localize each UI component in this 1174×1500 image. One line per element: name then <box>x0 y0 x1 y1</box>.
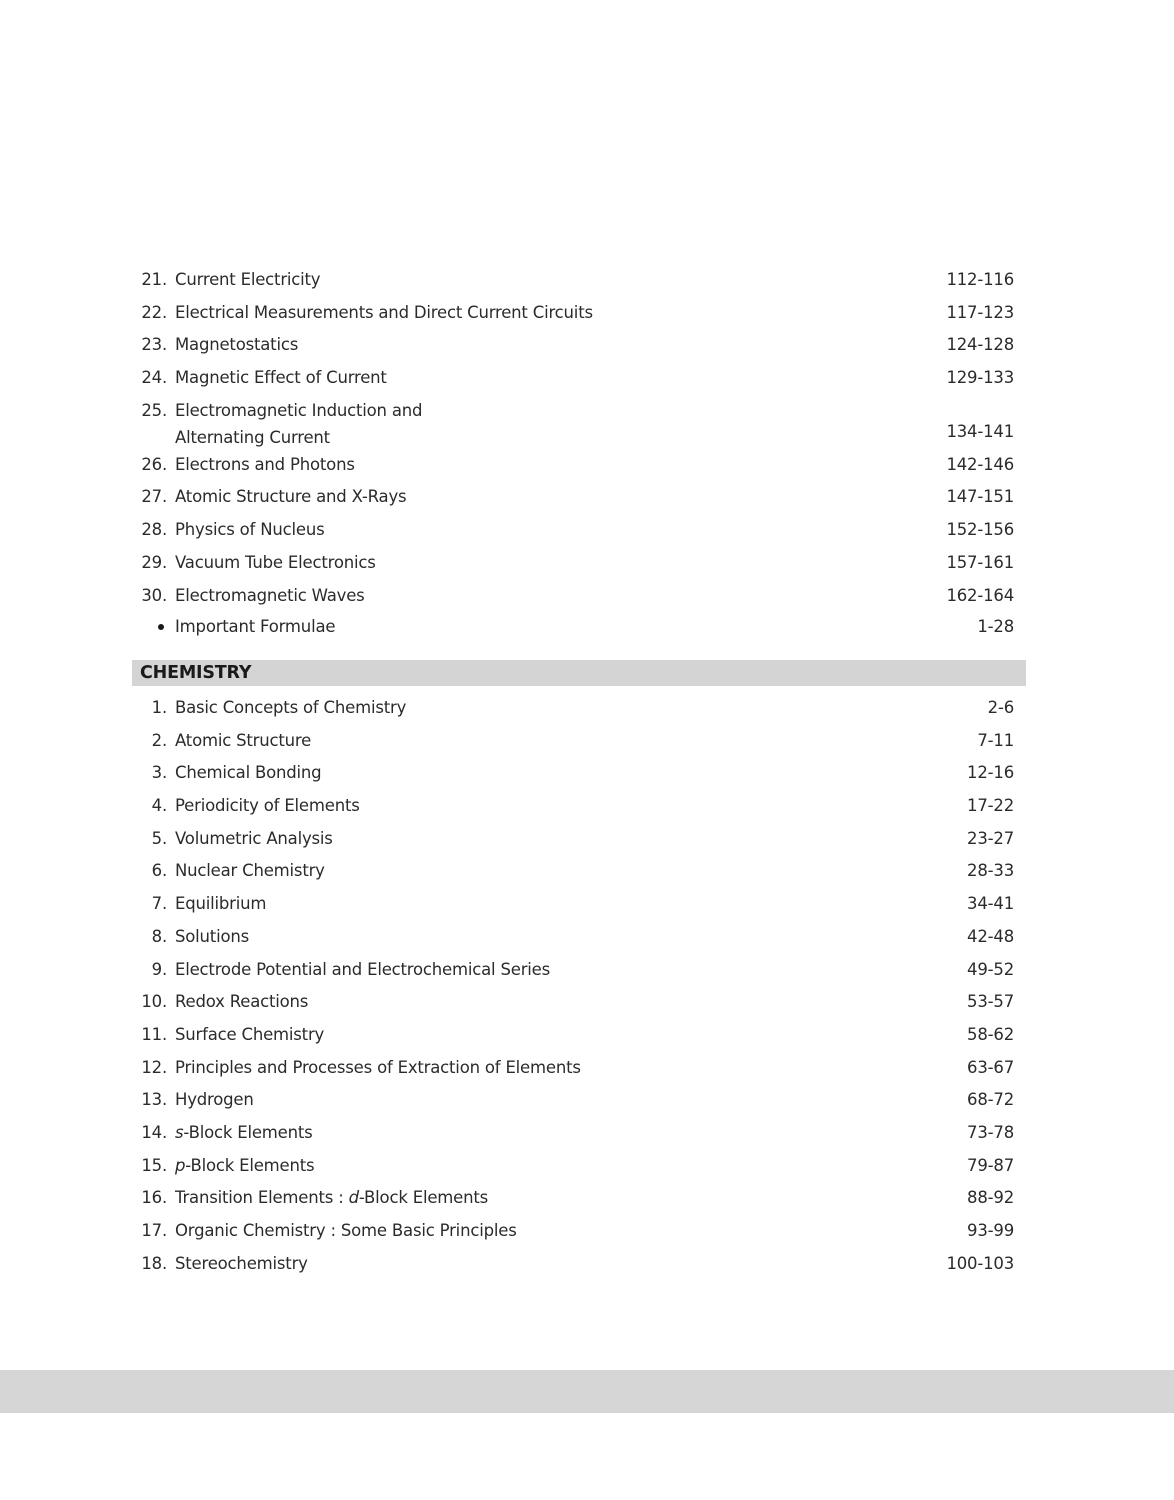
toc-number: 29. <box>141 552 167 572</box>
toc-title: Electrons and Photons <box>175 454 355 474</box>
toc-title-rest: -Block Elements <box>183 1122 313 1142</box>
toc-title <box>175 1150 875 1183</box>
toc-title-line-2: Alternating Current <box>175 428 330 448</box>
toc-title: Hydrogen <box>175 1090 254 1110</box>
toc-row <box>133 725 1026 758</box>
toc-row <box>133 514 1026 547</box>
toc-title-line-1: Electromagnetic Induction and <box>175 400 423 420</box>
bullet-icon <box>158 624 164 630</box>
toc-title: Solutions <box>175 926 250 946</box>
toc-pages: 63-67 <box>967 1057 1014 1077</box>
toc-title: Redox Reactions <box>175 992 309 1012</box>
toc-title: Principles and Processes of Extraction of Elements <box>175 1057 581 1077</box>
toc-number: 10. <box>141 992 167 1012</box>
toc-number: 26. <box>141 454 167 474</box>
toc-pages: 73-78 <box>967 1122 1014 1142</box>
toc-number: 17. <box>141 1221 167 1240</box>
toc-pages: 112-116 <box>946 270 1014 289</box>
toc-row <box>133 395 1026 449</box>
toc-number: 14. <box>141 1122 167 1142</box>
toc-number: 9. <box>151 959 167 979</box>
toc-row <box>133 362 1026 395</box>
toc-number: 1. <box>151 698 167 717</box>
toc-row <box>133 580 1026 613</box>
toc-number: 22. <box>141 302 167 322</box>
toc-row <box>133 547 1026 580</box>
toc-pages: 34-41 <box>967 894 1014 914</box>
toc-row <box>133 329 1026 362</box>
toc-number: 21. <box>141 270 167 289</box>
toc-pages: 12-16 <box>967 763 1014 783</box>
toc-title <box>175 1182 875 1215</box>
toc-title: Magnetostatics <box>175 335 299 355</box>
toc-number: 2. <box>151 730 167 750</box>
toc-title: Surface Chemistry <box>175 1024 325 1044</box>
toc-title: Nuclear Chemistry <box>175 861 325 881</box>
chemistry-toc-list <box>133 692 1026 1280</box>
toc-pages: 7-11 <box>977 730 1014 750</box>
toc-row <box>133 823 1026 856</box>
toc-row <box>133 1084 1026 1117</box>
toc-pages: 23-27 <box>967 828 1014 848</box>
toc-title: Stereochemistry <box>175 1253 308 1273</box>
toc-title: Volumetric Analysis <box>175 828 333 848</box>
toc-pages: 1-28 <box>977 617 1014 637</box>
toc-pages: 162-164 <box>946 585 1014 605</box>
toc-number: 25. <box>141 400 167 420</box>
toc-row <box>133 692 1026 725</box>
toc-pages: 79-87 <box>967 1155 1014 1175</box>
toc-title-italic: d <box>348 1188 359 1208</box>
toc-number: 16. <box>141 1188 167 1208</box>
toc-title: Atomic Structure <box>175 730 312 750</box>
toc-title: Important Formulae <box>175 617 336 637</box>
toc-row <box>133 481 1026 514</box>
section-title: CHEMISTRY <box>140 663 252 683</box>
toc-title-italic: s <box>175 1122 184 1142</box>
toc-pages: 17-22 <box>967 796 1014 816</box>
toc-number: 27. <box>141 487 167 507</box>
toc-row <box>133 790 1026 823</box>
toc-row <box>133 449 1026 482</box>
toc-pages: 68-72 <box>967 1090 1014 1110</box>
toc-title: Electromagnetic Waves <box>175 585 365 605</box>
toc-title: Electrode Potential and Electrochemical Series <box>175 959 551 979</box>
toc-number: 4. <box>151 796 167 816</box>
toc-number: 11. <box>141 1024 167 1044</box>
toc-pages: 134-141 <box>946 422 1014 442</box>
toc-title: Vacuum Tube Electronics <box>175 552 376 572</box>
toc-number: 30. <box>141 585 167 605</box>
toc-pages: 93-99 <box>967 1221 1014 1240</box>
toc-row <box>133 1117 1026 1150</box>
toc-pages: 58-62 <box>967 1024 1014 1044</box>
toc-pages: 147-151 <box>946 487 1014 507</box>
toc-row <box>133 1052 1026 1085</box>
toc-title: Physics of Nucleus <box>175 520 325 540</box>
toc-pages: 157-161 <box>946 552 1014 572</box>
toc-pages: 124-128 <box>946 335 1014 355</box>
toc-title-rest: -Block Elements <box>358 1188 489 1208</box>
toc-number: 6. <box>151 861 167 881</box>
toc-number: 18. <box>141 1253 167 1273</box>
toc-number: 13. <box>141 1090 167 1110</box>
toc-pages: 142-146 <box>946 454 1014 474</box>
footer-band <box>0 1370 1174 1413</box>
toc-row <box>133 855 1026 888</box>
toc-number: 12. <box>141 1057 167 1077</box>
toc-number: 3. <box>151 763 167 783</box>
toc-title: Magnetic Effect of Current <box>175 368 387 388</box>
toc-number: 5. <box>151 828 167 848</box>
toc-pages: 88-92 <box>967 1188 1014 1208</box>
toc-title <box>175 1117 875 1150</box>
toc-row <box>133 986 1026 1019</box>
toc-row <box>133 1215 1026 1248</box>
toc-row <box>133 264 1026 297</box>
toc-row <box>133 1248 1026 1281</box>
toc-row <box>133 1182 1026 1215</box>
toc-pages: 117-123 <box>946 302 1014 322</box>
toc-row <box>133 1150 1026 1183</box>
toc-row <box>133 954 1026 987</box>
toc-number: 7. <box>151 894 167 914</box>
toc-title-pre: Transition Elements : <box>175 1188 349 1208</box>
toc-pages: 100-103 <box>946 1253 1014 1273</box>
toc-row <box>133 297 1026 330</box>
physics-toc-list <box>133 264 1026 642</box>
toc-title <box>175 395 875 450</box>
toc-title: Periodicity of Elements <box>175 796 360 816</box>
toc-pages: 2-6 <box>987 698 1014 717</box>
toc-title-italic: p <box>175 1155 186 1175</box>
toc-number: 28. <box>141 520 167 540</box>
toc-title: Current Electricity <box>175 270 321 289</box>
toc-pages: 28-33 <box>967 861 1014 881</box>
toc-title: Electrical Measurements and Direct Current Circuits <box>175 302 593 322</box>
toc-row <box>133 888 1026 921</box>
toc-title: Equilibrium <box>175 894 267 914</box>
toc-title: Chemical Bonding <box>175 763 322 783</box>
section-header-chemistry <box>132 660 1026 686</box>
toc-pages: 129-133 <box>946 368 1014 388</box>
toc-number: 24. <box>141 368 167 388</box>
toc-row <box>133 757 1026 790</box>
toc-pages: 49-52 <box>967 959 1014 979</box>
toc-row <box>133 921 1026 954</box>
toc-title-rest: -Block Elements <box>185 1155 315 1175</box>
toc-row <box>133 1019 1026 1052</box>
toc-pages: 53-57 <box>967 992 1014 1012</box>
toc-number: 15. <box>141 1155 167 1175</box>
toc-number: 8. <box>151 926 167 946</box>
toc-number: 23. <box>141 335 167 355</box>
toc-pages: 42-48 <box>967 926 1014 946</box>
toc-title: Organic Chemistry : Some Basic Principles <box>175 1221 517 1240</box>
toc-title: Atomic Structure and X-Rays <box>175 487 407 507</box>
toc-row-bullet <box>133 612 1026 642</box>
toc-title: Basic Concepts of Chemistry <box>175 698 407 717</box>
toc-pages: 152-156 <box>946 520 1014 540</box>
